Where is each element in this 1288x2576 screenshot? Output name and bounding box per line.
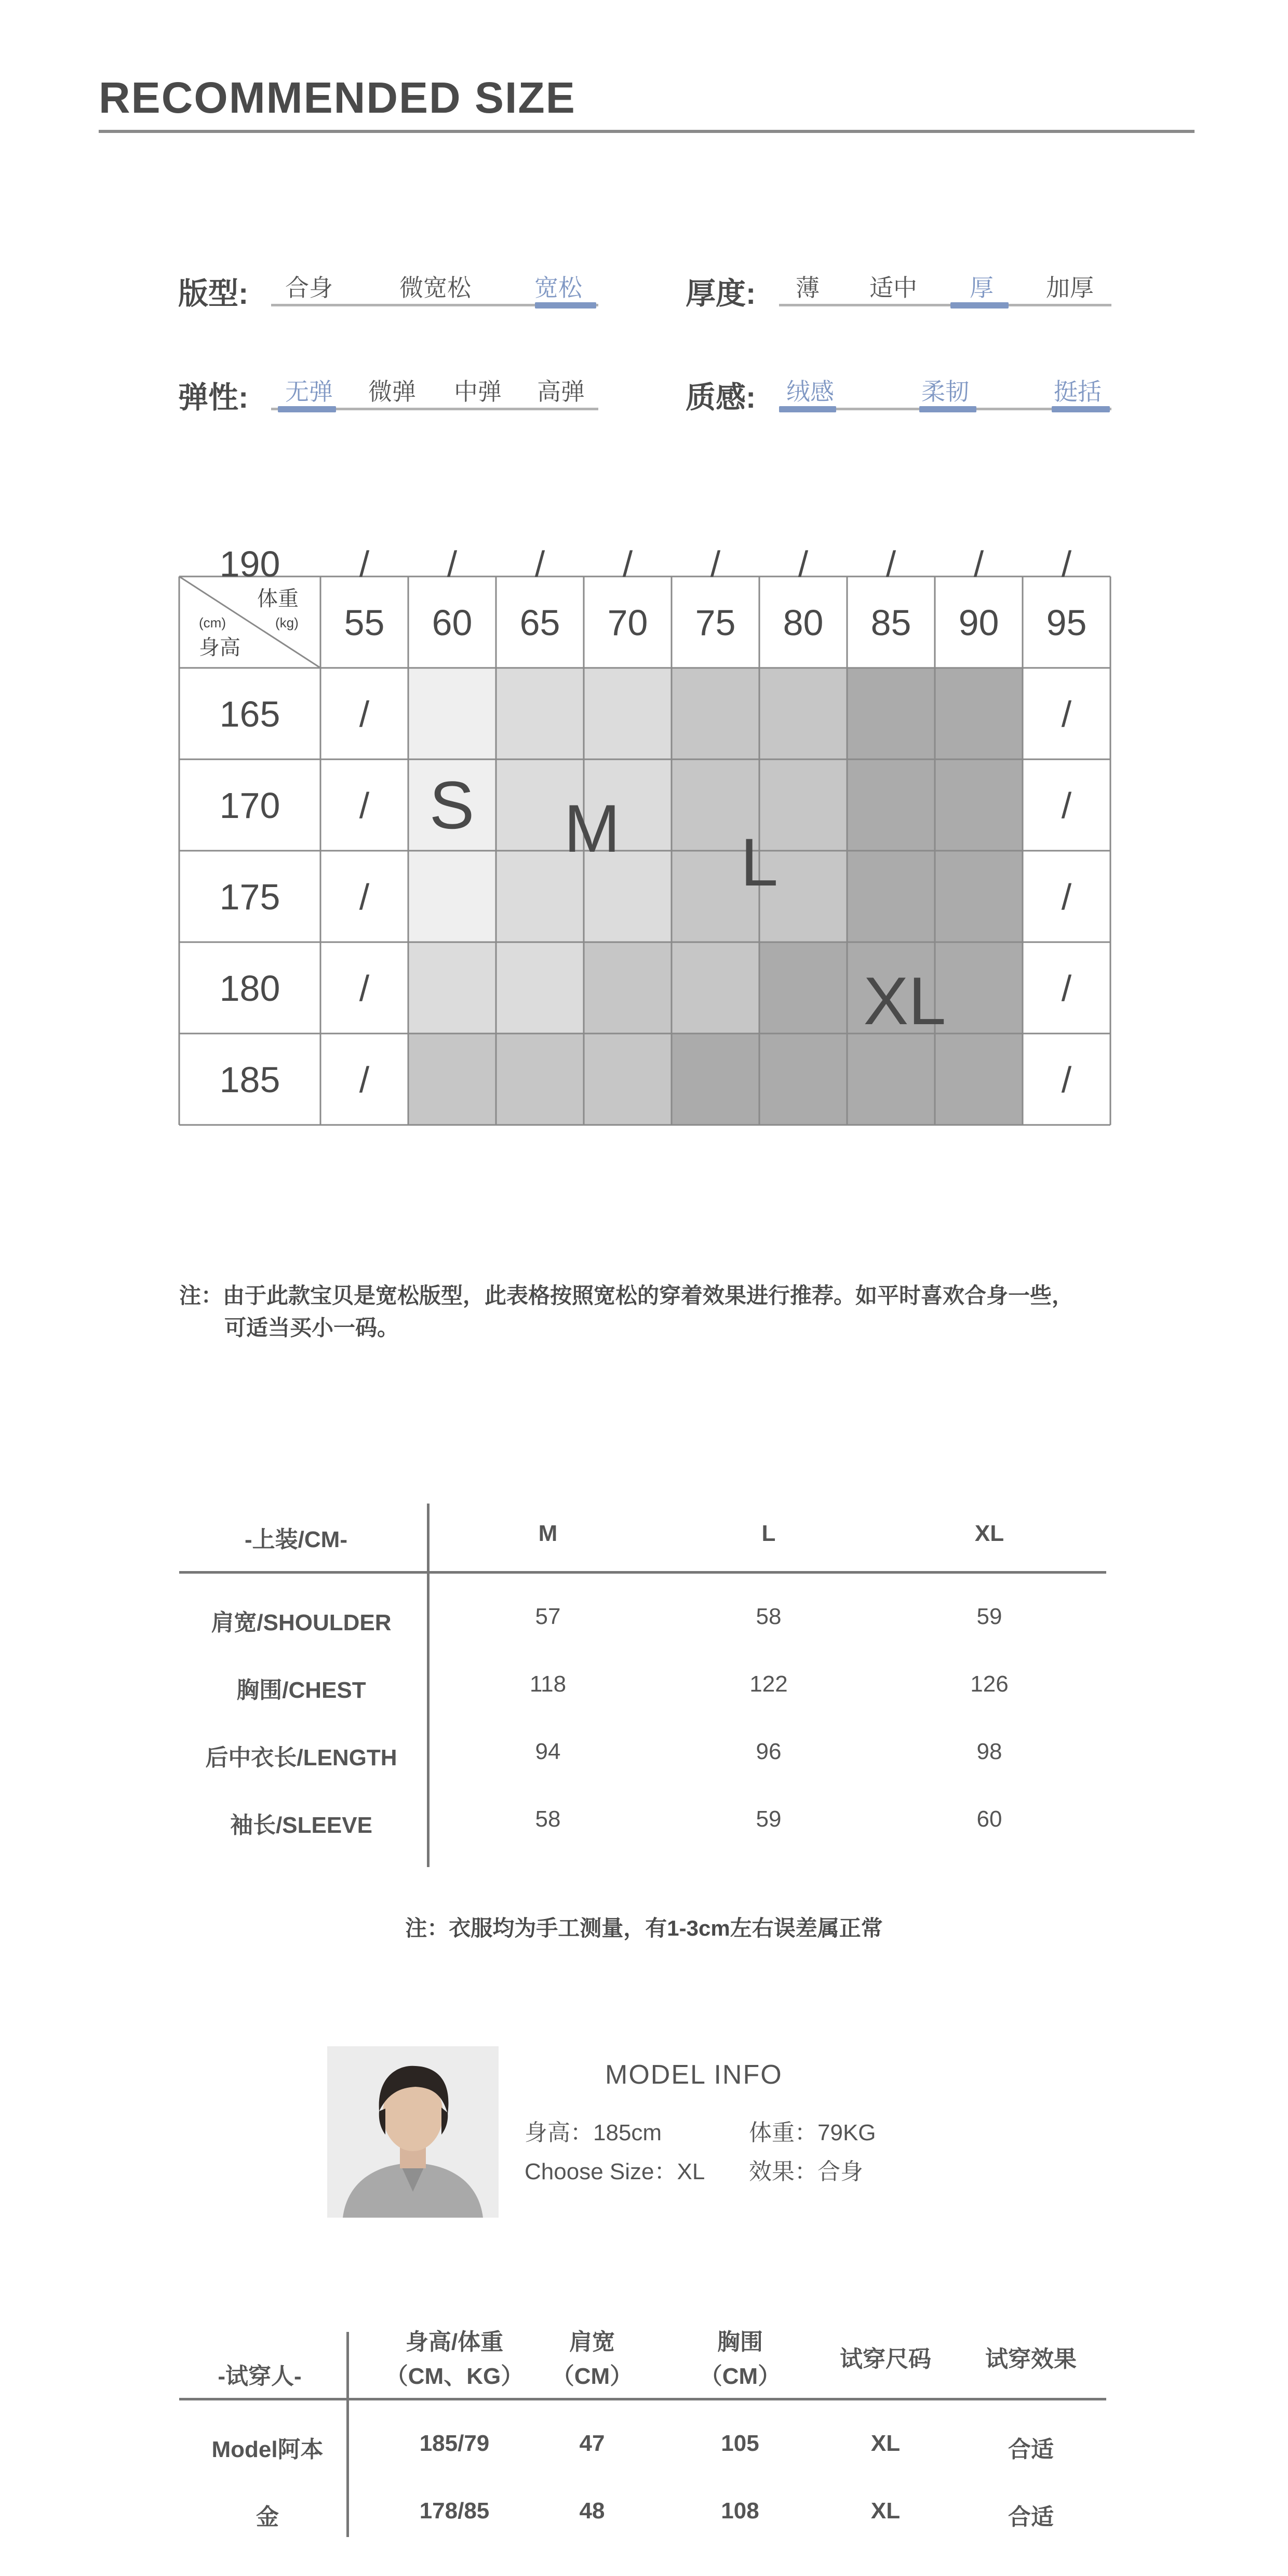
weight-header-80: 80	[783, 602, 824, 643]
elasticity-option-high: 高弹	[537, 378, 585, 405]
measure-row-sleeve-label: 袖长/SLEEVE	[230, 1813, 372, 1838]
size-label-s: S	[429, 767, 475, 843]
weight-header-55: 55	[344, 602, 385, 643]
elasticity-label: 弹性:	[178, 381, 249, 414]
texture-marker-velvet	[779, 406, 836, 412]
measure-header-l: L	[761, 1521, 776, 1546]
grid-slash: /	[359, 785, 370, 826]
height-label-175: 175	[219, 877, 280, 917]
measure-table-vdivider	[427, 1504, 430, 1867]
fit-option-slightly-loose: 微宽松	[399, 274, 471, 301]
height-label-185: 185	[219, 1059, 280, 1100]
tryon-row1-person: Model阿本	[211, 2437, 324, 2462]
grid-slash: /	[447, 544, 458, 584]
thickness-label: 厚度:	[686, 277, 756, 311]
measure-sleeve-xl: 60	[976, 1806, 1002, 1832]
height-label-170: 170	[219, 785, 280, 826]
tryon-row2-person: 金	[256, 2504, 279, 2530]
size-label-l: L	[740, 824, 779, 900]
size-label-m: M	[564, 790, 621, 866]
grid-slash: /	[359, 968, 370, 1009]
thickness-option-thin: 薄	[796, 274, 820, 301]
measure-chest-xl: 126	[970, 1671, 1009, 1697]
thickness-option-thick: 厚	[970, 274, 994, 301]
model-weight: 体重：79KG	[749, 2120, 876, 2145]
grid-slash: /	[886, 544, 896, 584]
texture-marker-supple	[919, 406, 976, 412]
title-divider	[99, 130, 1195, 133]
texture-marker-crisp	[1052, 406, 1110, 412]
fit-label: 版型:	[178, 277, 249, 311]
height-label-190: 190	[219, 544, 280, 584]
measure-header-label: -上装/CM-	[245, 1527, 347, 1552]
grid-slash: /	[359, 694, 370, 734]
tryon-header-chest	[675, 2325, 805, 2394]
thickness-option-medium: 适中	[869, 274, 917, 301]
measure-row-shoulder-label: 肩宽/SHOULDER	[211, 1610, 392, 1635]
measure-sleeve-l: 59	[756, 1806, 782, 1832]
tryon-row2-size: XL	[870, 2498, 901, 2524]
model-portrait-illustration	[327, 2046, 499, 2218]
elasticity-option-none: 无弹	[285, 378, 333, 405]
grid-slash: /	[1061, 785, 1072, 826]
tryon-header-chest-l2: （CM）	[699, 2364, 781, 2389]
size-label-xl: XL	[863, 963, 946, 1039]
grid-slash: /	[534, 544, 545, 584]
tryon-row1-chest: 105	[721, 2431, 759, 2456]
model-info-title: MODEL INFO	[605, 2060, 783, 2090]
grid-note-line-2: 可适当买小一码。	[224, 1316, 399, 1340]
weight-header-85: 85	[870, 602, 911, 643]
tryon-row2-shoulder: 48	[579, 2498, 605, 2524]
tryon-header-size	[821, 2342, 950, 2377]
grid-slash: /	[1061, 968, 1072, 1009]
height-label-165: 165	[219, 694, 280, 734]
fit-selected-marker	[535, 302, 596, 308]
grid-slash: /	[973, 544, 984, 584]
tryon-header-person-l1: -试穿人-	[218, 2364, 302, 2389]
model-photo	[327, 2046, 499, 2218]
model-effect: 效果：合身	[749, 2159, 863, 2184]
texture-option-supple: 柔韧	[921, 378, 969, 405]
grid-slash: /	[1061, 694, 1072, 734]
grid-slash: /	[1061, 877, 1072, 917]
fit-option-loose: 宽松	[534, 274, 582, 301]
measure-header-xl: XL	[974, 1521, 1004, 1546]
tryon-header-height-weight-l2: （CM、KG）	[385, 2364, 524, 2389]
corner-weight-unit: (kg)	[275, 615, 299, 630]
measure-table-hdivider	[179, 1571, 1106, 1574]
weight-header-70: 70	[607, 602, 648, 643]
tryon-header-shoulder-l2: （CM）	[551, 2364, 633, 2389]
tryon-row1-effect: 合适	[1008, 2437, 1054, 2462]
tryon-header-effect	[966, 2342, 1096, 2377]
tryon-header-shoulder-l1: 肩宽	[569, 2329, 615, 2355]
measure-note: 注：衣服均为手工测量，有1-3cm左右误差属正常	[405, 1916, 883, 1940]
weight-header-95: 95	[1046, 602, 1087, 643]
grid-slash: /	[1061, 544, 1072, 584]
weight-header-65: 65	[519, 602, 560, 643]
height-label-180: 180	[219, 968, 280, 1009]
measure-length-l: 96	[756, 1739, 782, 1764]
size-recommendation-grid	[179, 544, 1114, 1127]
texture-option-crisp: 挺括	[1054, 378, 1102, 405]
tryon-row1-size: XL	[870, 2431, 901, 2456]
measure-shoulder-m: 57	[535, 1604, 561, 1629]
grid-note-line-1: 注：由于此款宝贝是宽松版型，此表格按照宽松的穿着效果进行推荐。如平时喜欢合身一些，	[179, 1283, 1074, 1308]
measure-length-m: 94	[535, 1739, 561, 1764]
page-title: RECOMMENDED SIZE	[99, 73, 576, 122]
grid-slash: /	[359, 544, 370, 584]
measure-chest-m: 118	[529, 1671, 567, 1697]
thickness-scale-line	[779, 304, 1111, 306]
measure-length-xl: 98	[976, 1739, 1002, 1764]
grid-slash: /	[710, 544, 721, 584]
corner-height-unit: (cm)	[199, 615, 226, 630]
thickness-option-extra-thick: 加厚	[1046, 274, 1094, 301]
measure-shoulder-l: 58	[756, 1604, 782, 1629]
grid-slash: /	[359, 877, 370, 917]
elasticity-selected-marker	[278, 406, 336, 412]
measure-sleeve-m: 58	[535, 1806, 561, 1832]
tryon-row2-effect: 合适	[1008, 2504, 1054, 2530]
tryon-header-effect-l1: 试穿效果	[985, 2346, 1077, 2372]
measure-shoulder-xl: 59	[976, 1604, 1002, 1629]
tryon-row1-shoulder: 47	[579, 2431, 605, 2456]
thickness-selected-marker	[950, 302, 1009, 308]
tryon-row2-chest: 108	[721, 2498, 759, 2524]
tryon-header-height-weight-l1: 身高/体重	[405, 2329, 504, 2355]
grid-slash: /	[1061, 1059, 1072, 1100]
tryon-header-person	[179, 2342, 340, 2394]
tryon-header-size-l1: 试穿尺码	[840, 2346, 931, 2372]
weight-header-60: 60	[432, 602, 473, 643]
model-choose-size: Choose Size：XL	[525, 2159, 705, 2184]
measure-row-chest-label: 胸围/CHEST	[236, 1678, 366, 1703]
grid-slash: /	[798, 544, 809, 584]
elasticity-option-medium: 中弹	[454, 378, 502, 405]
tryon-row1-height-weight: 185/79	[419, 2431, 490, 2456]
tryon-header-chest-l1: 胸围	[717, 2329, 763, 2355]
tryon-table-hdivider	[179, 2398, 1106, 2400]
tryon-header-height-weight	[374, 2325, 535, 2394]
corner-height-label: 身高	[199, 636, 240, 659]
tryon-header-shoulder	[527, 2325, 657, 2394]
tryon-row2-height-weight: 178/85	[419, 2498, 490, 2524]
corner-weight-label: 体重	[257, 587, 299, 610]
grid-slash: /	[622, 544, 633, 584]
elasticity-option-slight: 微弹	[368, 378, 416, 405]
measure-header-m: M	[538, 1521, 558, 1546]
fit-option-fitted: 合身	[285, 274, 333, 301]
measure-row-length-label: 后中衣长/LENGTH	[205, 1745, 397, 1770]
model-height: 身高：185cm	[525, 2120, 662, 2145]
texture-option-velvet: 绒感	[786, 378, 834, 405]
measure-chest-l: 122	[749, 1671, 788, 1697]
grid-slash: /	[359, 1059, 370, 1100]
texture-label: 质感:	[686, 381, 756, 414]
weight-header-90: 90	[958, 602, 999, 643]
weight-header-75: 75	[695, 602, 736, 643]
